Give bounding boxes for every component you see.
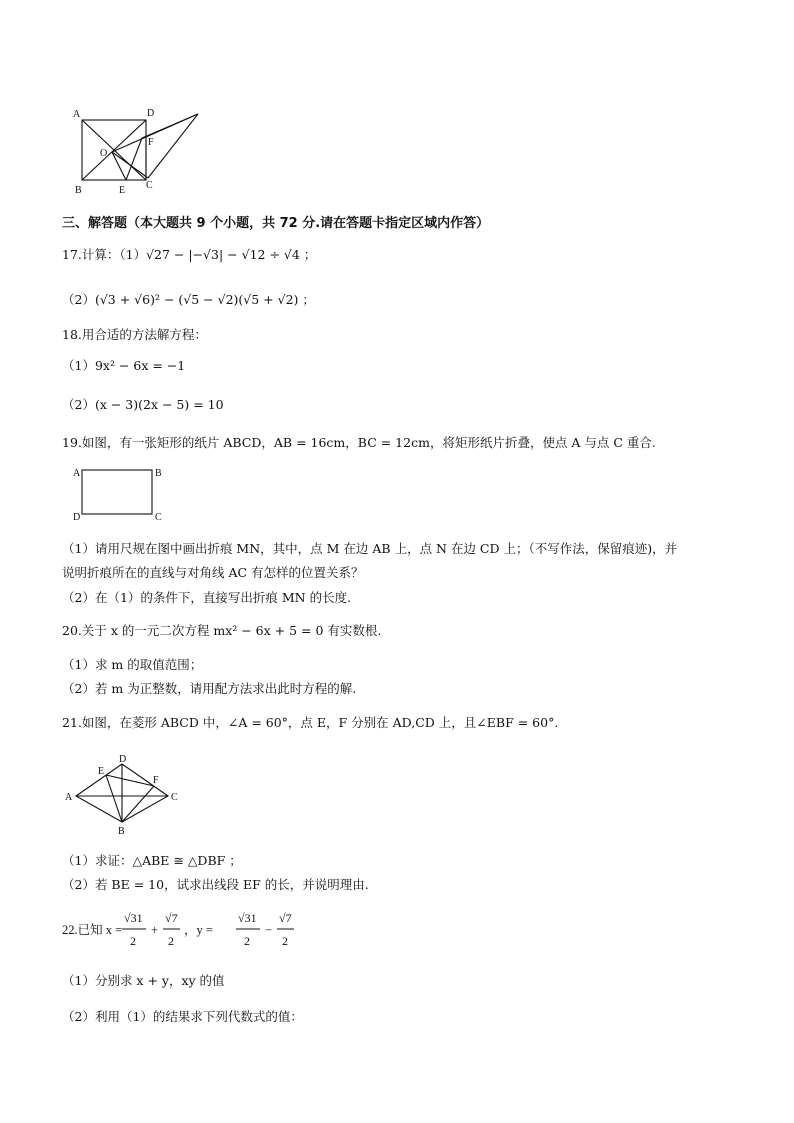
- label-c: C: [155, 512, 162, 523]
- figure-rectangle: [70, 462, 170, 524]
- label-d: D: [147, 108, 155, 119]
- label-a: A: [73, 109, 81, 120]
- q19-line2: （1）请用尺规在图中画出折痕 MN，其中，点 M 在边 AB 上，点 N 在边 CD 上；（不写作法，保留痕迹)，并: [62, 541, 678, 556]
- q19-line1: 19.如图，有一张矩形的纸片 ABCD，AB = 16cm，BC = 12cm，将矩形纸片折叠，使点 A 与点 C 重合.: [62, 435, 656, 450]
- q21-line2: （1）求证：△ABE ≅ △DBF ；: [62, 853, 242, 868]
- q20-line1: 20.关于 x 的一元二次方程 mx² − 6x + 5 = 0 有实数根.: [62, 623, 382, 638]
- label-d: D: [73, 512, 81, 523]
- frac1-num: √31: [124, 911, 143, 925]
- q19-line4: （2）在（1）的条件下，直接写出折痕 MN 的长度.: [62, 590, 352, 605]
- frac4-den: 2: [282, 934, 288, 948]
- rectangle-abcd: [82, 470, 152, 514]
- label-c: C: [171, 792, 178, 803]
- frac3-den: 2: [244, 934, 250, 948]
- label-e: E: [119, 185, 126, 196]
- label-b: B: [118, 826, 125, 837]
- q17-line2: （2）(√3 + √6)² − (√5 − √2)(√5 + √2) ；: [62, 292, 315, 307]
- label-a: A: [65, 792, 73, 803]
- q21-line3: （2）若 BE = 10，试求出线段 EF 的长，并说明理由.: [62, 877, 369, 892]
- frac2-den: 2: [168, 934, 174, 948]
- label-b: B: [75, 185, 82, 196]
- q20-line2: （1）求 m 的取值范围；: [62, 657, 203, 672]
- q20-line3: （2）若 m 为正整数，请用配方法求出此时方程的解.: [62, 681, 357, 696]
- q18-line3: （2）(x − 3)(2x − 5) = 10: [62, 397, 224, 412]
- label-a: A: [73, 468, 81, 479]
- figure-rhombus: [62, 752, 192, 840]
- q22-line1: [62, 905, 362, 953]
- q22-prefix: 22.已知 x =: [62, 923, 123, 937]
- plus-sign: +: [151, 923, 159, 937]
- q22-line2: （1）分别求 x + y，xy 的值: [62, 973, 225, 988]
- q19-line3: 说明折痕所在的直线与对角线 AC 有怎样的位置关系？: [62, 565, 364, 580]
- frac3-num: √31: [238, 911, 257, 925]
- label-f: F: [153, 775, 159, 786]
- q18-line1: 18.用合适的方法解方程：: [62, 327, 207, 342]
- frac2-num: √7: [165, 911, 178, 925]
- label-d: D: [119, 754, 127, 765]
- frac4-num: √7: [279, 911, 292, 925]
- section-heading: 三、解答题（本大题共 9 个小题，共 72 分.请在答题卡指定区域内作答）: [62, 216, 490, 231]
- label-o: O: [100, 148, 108, 159]
- y-prefix: ，y =: [184, 923, 213, 937]
- q17-line1: 17.计算：（1）√27 − |−√3| − √12 ÷ √4 ；: [62, 247, 317, 262]
- label-b: B: [155, 468, 162, 479]
- q21-line1: 21.如图，在菱形 ABCD 中，∠A = 60°，点 E，F 分别在 AD,CD 上，且∠EBF = 60°.: [62, 715, 559, 730]
- q22-line3: （2）利用（1）的结果求下列代数式的值：: [62, 1009, 303, 1024]
- label-f: F: [148, 137, 154, 148]
- minus-sign: −: [265, 923, 273, 937]
- label-e: E: [98, 766, 105, 777]
- label-c: C: [146, 180, 153, 191]
- q18-line2: （1）9x² − 6x = −1: [62, 358, 186, 373]
- frac1-den: 2: [130, 934, 136, 948]
- figure-square-triangle: [70, 100, 210, 195]
